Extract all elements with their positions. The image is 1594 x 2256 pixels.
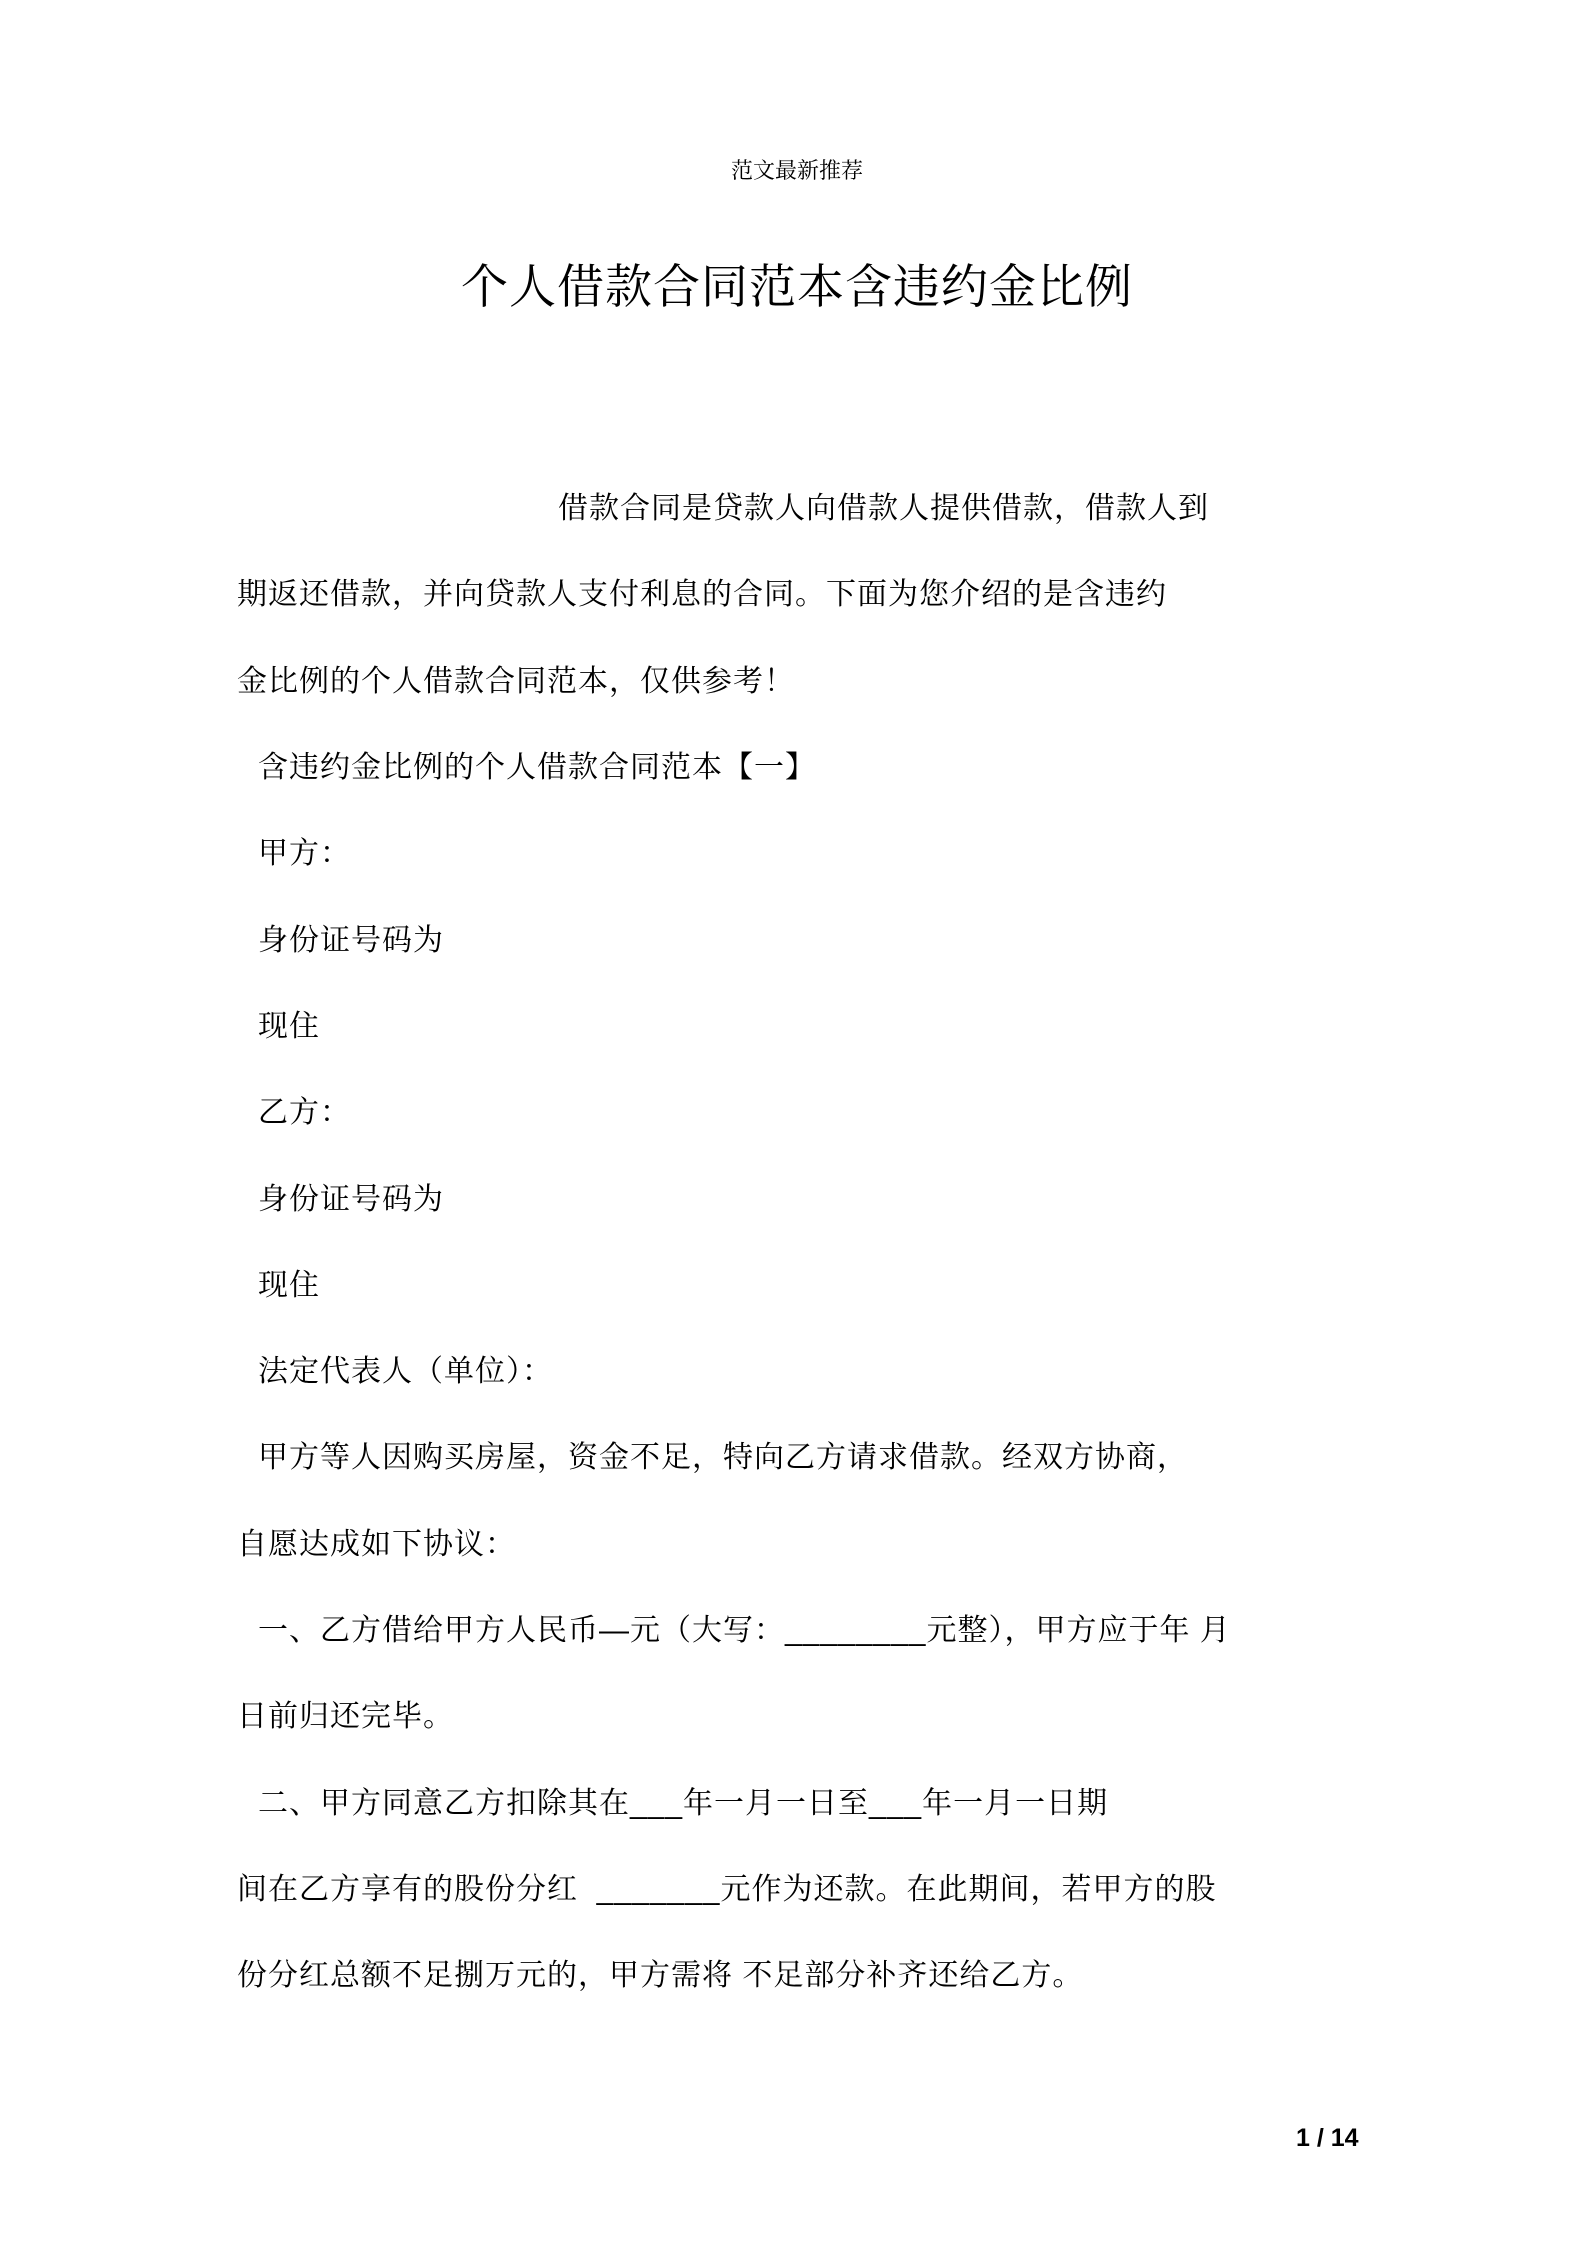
document-body — [237, 462, 1477, 2015]
paragraph-line: 自愿达成如下协议： — [237, 1527, 516, 1561]
paragraph-line: 身份证号码为 — [258, 923, 444, 957]
paragraph-line: 借款合同是贷款人向借款人提供借款，借款人到 — [558, 492, 1209, 526]
paragraph-line: 甲方等人因购买房屋，资金不足，特向乙方请求借款。经双方协商， — [258, 1441, 1188, 1475]
paragraph-line: 甲方： — [258, 837, 351, 871]
paragraph-line: 法定代表人（单位）： — [258, 1355, 553, 1389]
paragraph-line: 日前归还完毕。 — [237, 1700, 454, 1734]
paragraph-line: 份分红总额不足捌万元的，甲方需将 不足部分补齐还给乙方。 — [237, 1959, 1084, 1993]
page-header: 范文最新推荐 — [730, 158, 863, 183]
paragraph-line: 现住 — [258, 1268, 320, 1302]
paragraph-line: 乙方： — [258, 1096, 351, 1130]
paragraph-line: 二、甲方同意乙方扣除其在___年一月一日至___年一月一日期 — [258, 1786, 1109, 1820]
paragraph-line: 金比例的个人借款合同范本，仅供参考！ — [237, 664, 795, 698]
paragraph-line: 一、乙方借给甲方人民币—元（大写：________元整），甲方应于年 月 — [258, 1614, 1231, 1647]
paragraph-line: 含违约金比例的个人借款合同范本【一】 — [258, 751, 816, 785]
paragraph-line: 身份证号码为 — [258, 1182, 444, 1216]
paragraph-line: 现住 — [258, 1009, 320, 1043]
paragraph-line: 间在乙方享有的股份分红 _______元作为还款。在此期间，若甲方的股 — [237, 1872, 1217, 1906]
paragraph-line: 期返还借款，并向贷款人支付利息的合同。下面为您介绍的是含违约 — [237, 578, 1167, 612]
document-title: 个人借款合同范本含违约金比例 — [461, 260, 1133, 313]
page-number: 1 / 14 — [1296, 2124, 1359, 2152]
